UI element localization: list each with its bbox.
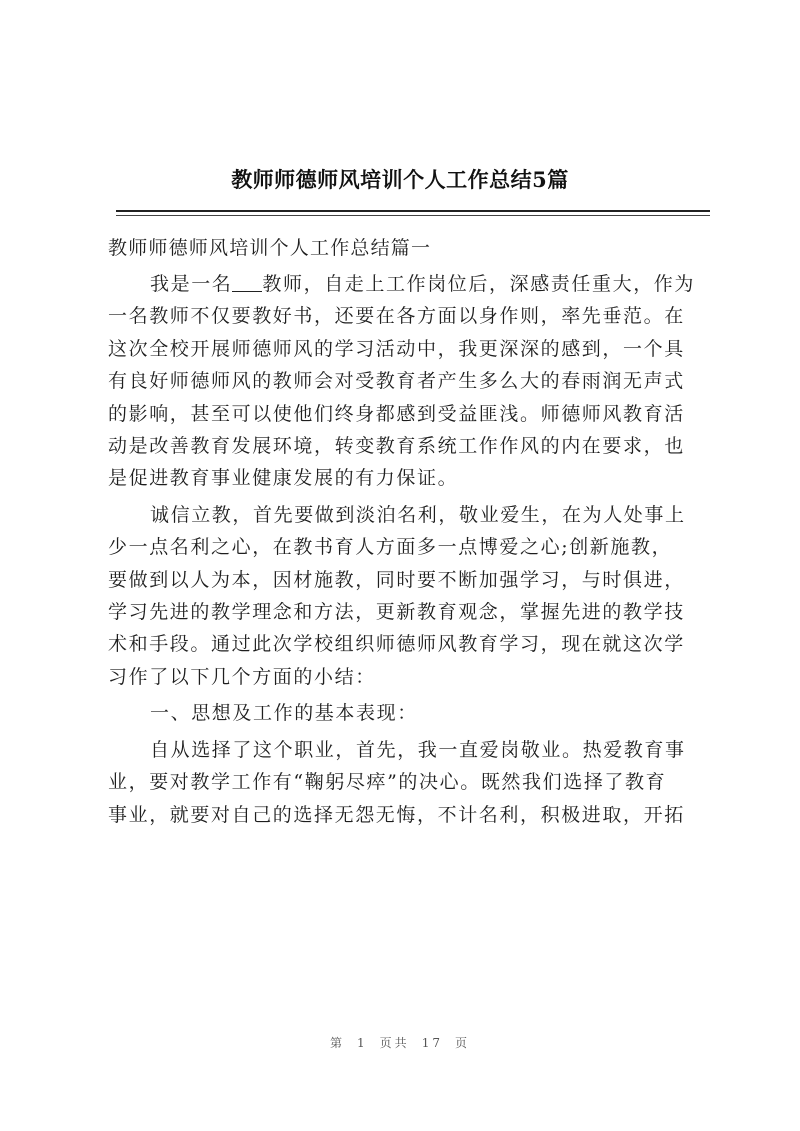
paragraph-line: 习作了以下几个方面的小结： — [108, 665, 376, 688]
page-footer — [0, 1034, 800, 1051]
page-number: 1 — [357, 1036, 368, 1050]
paragraph-line: 自从选择了这个职业，首先，我一直爱岗敬业。热爱教育事 — [150, 738, 686, 761]
paragraph-2 — [108, 499, 712, 693]
paragraph-1 — [108, 268, 712, 495]
footer-middle: 页共 — [379, 1036, 410, 1050]
paragraph-line: 要做到以人为本，因材施教，同时要不断加强学习，与时俱进， — [108, 568, 685, 591]
paragraph-line: 是促进教育事业健康发展的有力保证。 — [108, 467, 459, 490]
title-divider-thin — [116, 215, 710, 216]
subsection-heading: 一、思想及工作的基本表现： — [150, 702, 418, 725]
paragraph-line: 一名教师不仅要教好书，还要在各方面以身作则，率先垂范。在 — [108, 305, 685, 328]
paragraph-line: 事业，就要对自己的选择无怨无悔，不计名利，积极进取，开拓 — [108, 803, 685, 826]
paragraph-line: 的影响，甚至可以使他们终身都感到受益匪浅。师德师风教育活 — [108, 402, 685, 425]
line-text: 我是一名 — [150, 273, 233, 295]
footer-suffix: 页 — [454, 1036, 470, 1050]
paragraph-line: 少一点名利之心，在教书育人方面多一点博爱之心;创新施教， — [108, 536, 673, 559]
paragraph-line: 这次全校开展师德师风的学习活动中，我更深深的感到，一个具 — [108, 337, 685, 360]
line-text: 教师，自走上工作岗位后，深感责任重大，作为 — [262, 273, 696, 295]
footer-prefix: 第 — [330, 1036, 346, 1050]
document-body — [108, 232, 712, 831]
paragraph-3 — [108, 697, 712, 729]
section-heading: 教师师德师风培训个人工作总结篇一 — [108, 237, 432, 259]
blank-underline — [232, 273, 262, 292]
paragraph-line: 动是改善教育发展环境，转变教育系统工作作风的内在要求，也 — [108, 435, 685, 458]
title-divider — [116, 210, 710, 212]
page-title: 教师师德师风培训个人工作总结5篇 — [231, 167, 569, 192]
paragraph-line: 诚信立教，首先要做到淡泊名利，敬业爱生，在为人处事上 — [150, 503, 686, 526]
paragraph-line: 业，要对教学工作有“鞠躬尽瘁”的决心。既然我们选择了教育 — [108, 771, 667, 794]
paragraph-4 — [108, 734, 712, 831]
paragraph-line: 术和手段。通过此次学校组织师德师风教育学习，现在就这次学 — [108, 633, 685, 656]
paragraph-line — [108, 268, 712, 300]
paragraph-line: 学习先进的教学理念和方法，更新教育观念，掌握先进的教学技 — [108, 601, 685, 624]
total-pages: 17 — [421, 1036, 443, 1050]
paragraph-line: 有良好师德师风的教师会对受教育者产生多么大的春雨润无声式 — [108, 370, 685, 393]
